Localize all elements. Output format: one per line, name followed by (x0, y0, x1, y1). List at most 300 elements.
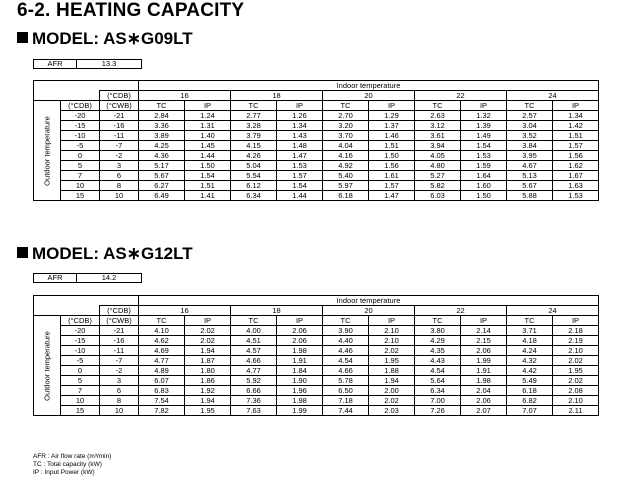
ip-value-cell: 1.54 (277, 181, 323, 191)
ip-value-cell: 2.00 (369, 386, 415, 396)
header-blank (34, 81, 139, 91)
tc-value-cell: 7.36 (231, 396, 277, 406)
ip-value-cell: 1.50 (461, 191, 507, 201)
table-row (34, 141, 599, 151)
tc-value-cell: 3.95 (507, 151, 553, 161)
indoor-temp-header: 16 (139, 91, 231, 101)
tc-value-cell: 6.34 (231, 191, 277, 201)
tc-value-cell: 4.46 (323, 346, 369, 356)
tc-value-cell: 6.50 (323, 386, 369, 396)
tc-value-cell: 3.94 (415, 141, 461, 151)
table-row (34, 406, 599, 416)
outdoor-cdb-cell: 15 (61, 191, 100, 201)
ip-value-cell: 1.99 (277, 406, 323, 416)
ip-value-cell: 2.08 (553, 386, 599, 396)
afr-table (33, 59, 142, 69)
tc-value-cell: 3.89 (139, 131, 185, 141)
tc-value-cell: 6.18 (323, 191, 369, 201)
tc-value-cell: 4.57 (231, 346, 277, 356)
ip-value-cell: 1.98 (277, 346, 323, 356)
tc-value-cell: 4.43 (415, 356, 461, 366)
ip-value-cell: 1.44 (185, 151, 231, 161)
ip-value-cell: 2.14 (461, 326, 507, 336)
outdoor-cwb-cell: -7 (100, 141, 139, 151)
ip-value-cell: 1.56 (553, 151, 599, 161)
tc-value-cell: 5.40 (323, 171, 369, 181)
tc-value-cell: 4.10 (139, 326, 185, 336)
note-afr: AFR : Air flow rate (m³/min) (33, 453, 112, 460)
tc-value-cell: 2.70 (323, 111, 369, 121)
tc-header: TC (507, 316, 553, 326)
ip-value-cell: 1.98 (277, 396, 323, 406)
header-row (34, 296, 599, 306)
table-row (34, 326, 599, 336)
ip-value-cell: 2.11 (553, 406, 599, 416)
table-row (34, 356, 599, 366)
ip-value-cell: 1.80 (185, 366, 231, 376)
tc-value-cell: 5.54 (231, 171, 277, 181)
afr-table (33, 273, 142, 283)
tc-value-cell: 6.66 (231, 386, 277, 396)
table-row (34, 151, 599, 161)
tc-value-cell: 5.64 (415, 376, 461, 386)
ip-value-cell: 1.94 (185, 396, 231, 406)
tc-header: TC (415, 316, 461, 326)
outdoor-cwb-cell: -16 (100, 336, 139, 346)
indoor-cdb-unit: (°CDB) (100, 91, 139, 101)
tc-value-cell: 4.00 (231, 326, 277, 336)
tc-value-cell: 4.26 (231, 151, 277, 161)
table-row (34, 366, 599, 376)
tc-value-cell: 5.04 (231, 161, 277, 171)
outdoor-temperature-label (34, 101, 61, 201)
tc-value-cell: 3.28 (231, 121, 277, 131)
tc-value-cell: 6.27 (139, 181, 185, 191)
ip-value-cell: 1.31 (185, 121, 231, 131)
table-row (34, 376, 599, 386)
ip-value-cell: 2.02 (185, 336, 231, 346)
ip-value-cell: 1.95 (553, 366, 599, 376)
tc-value-cell: 5.82 (415, 181, 461, 191)
tc-value-cell: 6.34 (415, 386, 461, 396)
tc-value-cell: 5.92 (231, 376, 277, 386)
outdoor-cwb-cell: 6 (100, 171, 139, 181)
header-blank (34, 296, 139, 306)
tc-value-cell: 4.67 (507, 161, 553, 171)
indoor-temperature-label: Indoor temperature (139, 81, 599, 91)
tc-value-cell: 4.29 (415, 336, 461, 346)
tc-value-cell: 3.71 (507, 326, 553, 336)
indoor-temp-header: 18 (231, 91, 323, 101)
ip-value-cell: 1.44 (277, 191, 323, 201)
indoor-temp-header: 20 (323, 91, 415, 101)
tc-header: TC (231, 316, 277, 326)
tc-value-cell: 3.84 (507, 141, 553, 151)
ip-value-cell: 1.42 (553, 121, 599, 131)
tc-value-cell: 3.80 (415, 326, 461, 336)
ip-value-cell: 1.32 (461, 111, 507, 121)
indoor-temp-header: 18 (231, 306, 323, 316)
tc-value-cell: 3.04 (507, 121, 553, 131)
ip-value-cell: 1.92 (185, 386, 231, 396)
ip-value-cell: 1.53 (553, 191, 599, 201)
ip-value-cell: 1.53 (461, 151, 507, 161)
ip-value-cell: 1.95 (185, 406, 231, 416)
tc-value-cell: 3.70 (323, 131, 369, 141)
tc-value-cell: 7.44 (323, 406, 369, 416)
outdoor-cwb-cell: -11 (100, 346, 139, 356)
ip-value-cell: 2.19 (553, 336, 599, 346)
outdoor-cdb-cell: -15 (61, 336, 100, 346)
ip-value-cell: 1.54 (461, 141, 507, 151)
tc-value-cell: 2.84 (139, 111, 185, 121)
outdoor-cdb-cell: 5 (61, 161, 100, 171)
tc-header: TC (323, 316, 369, 326)
tc-value-cell: 4.24 (507, 346, 553, 356)
tc-value-cell: 4.05 (415, 151, 461, 161)
table-row (34, 181, 599, 191)
ip-header: IP (277, 316, 323, 326)
ip-value-cell: 2.06 (461, 396, 507, 406)
tc-value-cell: 4.36 (139, 151, 185, 161)
outdoor-cdb-cell: 7 (61, 386, 100, 396)
ip-value-cell: 2.10 (369, 326, 415, 336)
tc-value-cell: 5.97 (323, 181, 369, 191)
tc-value-cell: 5.49 (507, 376, 553, 386)
outdoor-cdb-cell: 10 (61, 181, 100, 191)
ip-header: IP (553, 101, 599, 111)
outdoor-cwb-cell: 10 (100, 191, 139, 201)
ip-value-cell: 1.26 (277, 111, 323, 121)
ip-value-cell: 1.40 (185, 131, 231, 141)
outdoor-cwb-cell: -21 (100, 111, 139, 121)
heating-capacity-table (33, 80, 599, 201)
model-heading (17, 29, 193, 49)
tc-value-cell: 4.32 (507, 356, 553, 366)
ip-value-cell: 1.29 (369, 111, 415, 121)
ip-value-cell: 2.10 (369, 336, 415, 346)
heating-capacity-table (33, 295, 599, 416)
ip-value-cell: 2.02 (553, 356, 599, 366)
ip-value-cell: 1.45 (185, 141, 231, 151)
tc-value-cell: 2.63 (415, 111, 461, 121)
ip-value-cell: 1.98 (461, 376, 507, 386)
header-row (34, 81, 599, 91)
ip-value-cell: 2.02 (369, 396, 415, 406)
table-row (34, 131, 599, 141)
ip-header: IP (369, 316, 415, 326)
ip-value-cell: 2.06 (277, 326, 323, 336)
header-blank (34, 306, 100, 316)
outdoor-temperature-label (34, 316, 61, 416)
ip-value-cell: 1.91 (277, 356, 323, 366)
tc-header: TC (139, 101, 185, 111)
outdoor-cwb-cell: 3 (100, 376, 139, 386)
ip-header: IP (185, 316, 231, 326)
tc-value-cell: 3.52 (507, 131, 553, 141)
tc-value-cell: 4.89 (139, 366, 185, 376)
outdoor-cdb-cell: 15 (61, 406, 100, 416)
tc-value-cell: 5.88 (507, 191, 553, 201)
tc-value-cell: 7.00 (415, 396, 461, 406)
outdoor-cdb-cell: -10 (61, 131, 100, 141)
note-tc: TC : Total capacity (kW) (33, 461, 102, 468)
model-heading (17, 244, 193, 264)
ip-value-cell: 1.46 (369, 131, 415, 141)
header-row (34, 91, 599, 101)
note-ip: IP : Input Power (kW) (33, 469, 95, 476)
ip-value-cell: 1.39 (461, 121, 507, 131)
ip-value-cell: 1.51 (369, 141, 415, 151)
ip-header: IP (461, 316, 507, 326)
indoor-temp-header: 22 (415, 91, 507, 101)
outdoor-cwb-cell: 6 (100, 386, 139, 396)
outdoor-cwb-cell: 10 (100, 406, 139, 416)
ip-value-cell: 1.57 (369, 181, 415, 191)
tc-value-cell: 4.92 (323, 161, 369, 171)
ip-value-cell: 1.62 (553, 161, 599, 171)
ip-value-cell: 2.04 (461, 386, 507, 396)
tc-value-cell: 7.54 (139, 396, 185, 406)
ip-header: IP (553, 316, 599, 326)
tc-value-cell: 2.77 (231, 111, 277, 121)
ip-value-cell: 1.64 (461, 171, 507, 181)
ip-value-cell: 1.60 (461, 181, 507, 191)
ip-value-cell: 1.49 (461, 131, 507, 141)
ip-value-cell: 1.99 (461, 356, 507, 366)
tc-value-cell: 4.51 (231, 336, 277, 346)
tc-value-cell: 3.12 (415, 121, 461, 131)
indoor-cdb-unit: (°CDB) (100, 306, 139, 316)
afr-value: 13.3 (77, 60, 142, 69)
ip-value-cell: 2.06 (277, 336, 323, 346)
ip-value-cell: 1.48 (277, 141, 323, 151)
page-title: 6-2. HEATING CAPACITY (17, 0, 245, 21)
outdoor-cdb-unit: (°CDB) (61, 101, 100, 111)
tc-value-cell: 4.15 (231, 141, 277, 151)
ip-value-cell: 1.88 (369, 366, 415, 376)
ip-value-cell: 1.67 (553, 171, 599, 181)
outdoor-cwb-unit: (°CWB) (100, 101, 139, 111)
ip-value-cell: 1.86 (185, 376, 231, 386)
ip-value-cell: 2.02 (369, 346, 415, 356)
tc-value-cell: 3.90 (323, 326, 369, 336)
tc-value-cell: 6.82 (507, 396, 553, 406)
ip-value-cell: 1.51 (185, 181, 231, 191)
tc-value-cell: 3.79 (231, 131, 277, 141)
notes (33, 453, 111, 477)
ip-value-cell: 1.54 (185, 171, 231, 181)
outdoor-cdb-cell: 7 (61, 171, 100, 181)
ip-value-cell: 1.91 (461, 366, 507, 376)
table-row (34, 161, 599, 171)
ip-value-cell: 2.02 (553, 376, 599, 386)
table-row (34, 346, 599, 356)
ip-value-cell: 1.24 (185, 111, 231, 121)
tc-value-cell: 4.62 (139, 336, 185, 346)
ip-value-cell: 1.84 (277, 366, 323, 376)
ip-value-cell: 1.63 (553, 181, 599, 191)
outdoor-cwb-unit: (°CWB) (100, 316, 139, 326)
tc-value-cell: 4.25 (139, 141, 185, 151)
ip-value-cell: 1.96 (277, 386, 323, 396)
outdoor-cdb-cell: -20 (61, 326, 100, 336)
tc-value-cell: 3.36 (139, 121, 185, 131)
ip-value-cell: 1.34 (553, 111, 599, 121)
tc-value-cell: 7.82 (139, 406, 185, 416)
ip-value-cell: 2.10 (553, 346, 599, 356)
ip-value-cell: 1.59 (461, 161, 507, 171)
table-row (34, 396, 599, 406)
tc-value-cell: 4.77 (231, 366, 277, 376)
tc-value-cell: 6.07 (139, 376, 185, 386)
header-row (34, 101, 599, 111)
tc-value-cell: 7.63 (231, 406, 277, 416)
outdoor-cdb-cell: -20 (61, 111, 100, 121)
ip-value-cell: 2.15 (461, 336, 507, 346)
tc-value-cell: 5.13 (507, 171, 553, 181)
outdoor-cwb-cell: -21 (100, 326, 139, 336)
ip-value-cell: 1.47 (369, 191, 415, 201)
ip-value-cell: 1.94 (369, 376, 415, 386)
square-bullet-icon (17, 32, 28, 43)
tc-value-cell: 5.78 (323, 376, 369, 386)
tc-value-cell: 4.77 (139, 356, 185, 366)
outdoor-cdb-cell: -5 (61, 356, 100, 366)
outdoor-cdb-cell: -10 (61, 346, 100, 356)
header-blank (34, 91, 100, 101)
outdoor-cwb-cell: -2 (100, 151, 139, 161)
indoor-temp-header: 24 (507, 306, 599, 316)
tc-value-cell: 4.69 (139, 346, 185, 356)
table-row (34, 171, 599, 181)
header-row (34, 306, 599, 316)
ip-value-cell: 2.06 (461, 346, 507, 356)
outdoor-cwb-cell: 8 (100, 181, 139, 191)
ip-header: IP (369, 101, 415, 111)
table-row (34, 336, 599, 346)
tc-value-cell: 4.54 (323, 356, 369, 366)
square-bullet-icon (17, 247, 28, 258)
tc-value-cell: 5.67 (139, 171, 185, 181)
outdoor-cdb-cell: 0 (61, 366, 100, 376)
tc-value-cell: 4.35 (415, 346, 461, 356)
outdoor-cdb-cell: -5 (61, 141, 100, 151)
ip-value-cell: 1.37 (369, 121, 415, 131)
tc-value-cell: 3.61 (415, 131, 461, 141)
ip-value-cell: 2.18 (553, 326, 599, 336)
tc-value-cell: 7.07 (507, 406, 553, 416)
tc-value-cell: 4.54 (415, 366, 461, 376)
tc-header: TC (139, 316, 185, 326)
afr-label: AFR (34, 274, 77, 283)
ip-header: IP (461, 101, 507, 111)
ip-value-cell: 1.90 (277, 376, 323, 386)
model-name: MODEL: AS∗G09LT (32, 29, 193, 48)
tc-value-cell: 6.03 (415, 191, 461, 201)
tc-value-cell: 4.18 (507, 336, 553, 346)
header-row (34, 316, 599, 326)
outdoor-cwb-cell: -7 (100, 356, 139, 366)
outdoor-cdb-cell: 10 (61, 396, 100, 406)
tc-value-cell: 4.04 (323, 141, 369, 151)
outdoor-cdb-unit: (°CDB) (61, 316, 100, 326)
tc-value-cell: 6.83 (139, 386, 185, 396)
ip-value-cell: 1.95 (369, 356, 415, 366)
table-row (34, 191, 599, 201)
tc-value-cell: 4.16 (323, 151, 369, 161)
table-row (34, 111, 599, 121)
afr-value: 14.2 (77, 274, 142, 283)
ip-value-cell: 1.56 (369, 161, 415, 171)
ip-header: IP (185, 101, 231, 111)
indoor-temp-header: 20 (323, 306, 415, 316)
ip-value-cell: 1.41 (185, 191, 231, 201)
ip-value-cell: 1.50 (185, 161, 231, 171)
ip-value-cell: 1.53 (277, 161, 323, 171)
ip-value-cell: 2.07 (461, 406, 507, 416)
outdoor-cwb-cell: -11 (100, 131, 139, 141)
outdoor-temperature-text: Outdoor temperature (42, 330, 52, 401)
tc-value-cell: 4.80 (415, 161, 461, 171)
ip-value-cell: 1.34 (277, 121, 323, 131)
tc-value-cell: 4.66 (231, 356, 277, 366)
outdoor-cwb-cell: 8 (100, 396, 139, 406)
ip-value-cell: 1.51 (553, 131, 599, 141)
tc-header: TC (415, 101, 461, 111)
tc-value-cell: 2.57 (507, 111, 553, 121)
tc-value-cell: 5.27 (415, 171, 461, 181)
ip-value-cell: 1.94 (185, 346, 231, 356)
indoor-temp-header: 24 (507, 91, 599, 101)
tc-header: TC (231, 101, 277, 111)
ip-value-cell: 1.61 (369, 171, 415, 181)
outdoor-cdb-cell: 5 (61, 376, 100, 386)
tc-value-cell: 6.49 (139, 191, 185, 201)
outdoor-cwb-cell: 3 (100, 161, 139, 171)
ip-value-cell: 1.47 (277, 151, 323, 161)
outdoor-cdb-cell: 0 (61, 151, 100, 161)
ip-value-cell: 2.02 (185, 326, 231, 336)
tc-value-cell: 7.26 (415, 406, 461, 416)
ip-header: IP (277, 101, 323, 111)
outdoor-cwb-cell: -2 (100, 366, 139, 376)
ip-value-cell: 1.43 (277, 131, 323, 141)
tc-value-cell: 7.18 (323, 396, 369, 406)
ip-value-cell: 1.50 (369, 151, 415, 161)
ip-value-cell: 1.87 (185, 356, 231, 366)
afr-label: AFR (34, 60, 77, 69)
ip-value-cell: 1.57 (553, 141, 599, 151)
outdoor-cdb-cell: -15 (61, 121, 100, 131)
tc-value-cell: 4.40 (323, 336, 369, 346)
outdoor-temperature-text: Outdoor temperature (42, 115, 52, 186)
indoor-temp-header: 22 (415, 306, 507, 316)
indoor-temp-header: 16 (139, 306, 231, 316)
tc-value-cell: 5.67 (507, 181, 553, 191)
tc-value-cell: 5.17 (139, 161, 185, 171)
outdoor-cwb-cell: -16 (100, 121, 139, 131)
tc-value-cell: 6.12 (231, 181, 277, 191)
table-row (34, 121, 599, 131)
tc-header: TC (323, 101, 369, 111)
table-row (34, 386, 599, 396)
indoor-temperature-label: Indoor temperature (139, 296, 599, 306)
ip-value-cell: 2.10 (553, 396, 599, 406)
tc-value-cell: 4.42 (507, 366, 553, 376)
model-name: MODEL: AS∗G12LT (32, 244, 193, 263)
ip-value-cell: 1.57 (277, 171, 323, 181)
